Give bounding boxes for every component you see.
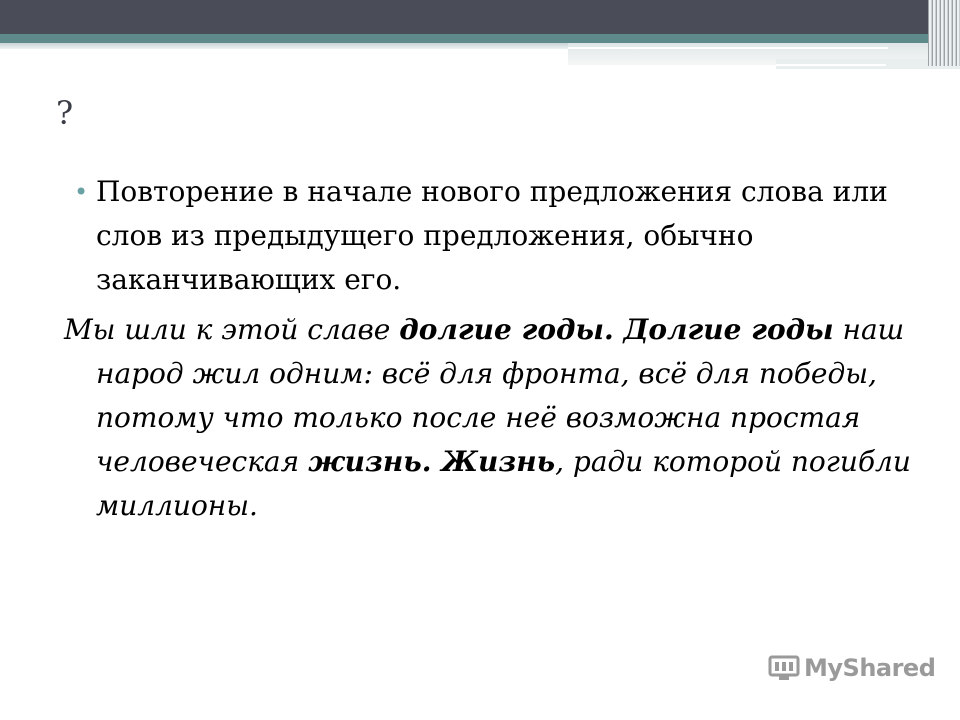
header-decor-line-small bbox=[776, 64, 886, 66]
bullet-item bbox=[64, 170, 914, 302]
example-bold-2: жизнь. Жизнь bbox=[308, 445, 556, 478]
example-paragraph bbox=[64, 308, 914, 528]
header-dark-bar bbox=[0, 0, 960, 34]
example-bold-1: долгие годы. Долгие годы bbox=[399, 313, 834, 346]
bullet-dot-icon: • bbox=[74, 178, 89, 206]
bullet-text: Повторение в начале нового предложения слова или слов из предыдущего предложения, обычно заканчивающих его. bbox=[96, 175, 888, 296]
myshared-watermark bbox=[768, 654, 935, 682]
example-text-2: наш народ жил одним: всё для фронта, всё для победы, потому что только после неё возможна простая человеческая bbox=[96, 313, 905, 478]
example-text-1: Мы шли к этой славе bbox=[64, 313, 400, 346]
slide-body bbox=[64, 170, 914, 528]
header-decor-stripes bbox=[928, 0, 960, 66]
monitor-logo-icon bbox=[768, 654, 800, 682]
watermark-text: MyShared bbox=[804, 654, 936, 682]
header-decor-line bbox=[568, 47, 888, 49]
example-text-3: , ради которой погибли миллионы. bbox=[96, 445, 911, 522]
header-accent-band bbox=[0, 34, 960, 43]
slide-title: ? bbox=[56, 94, 74, 132]
